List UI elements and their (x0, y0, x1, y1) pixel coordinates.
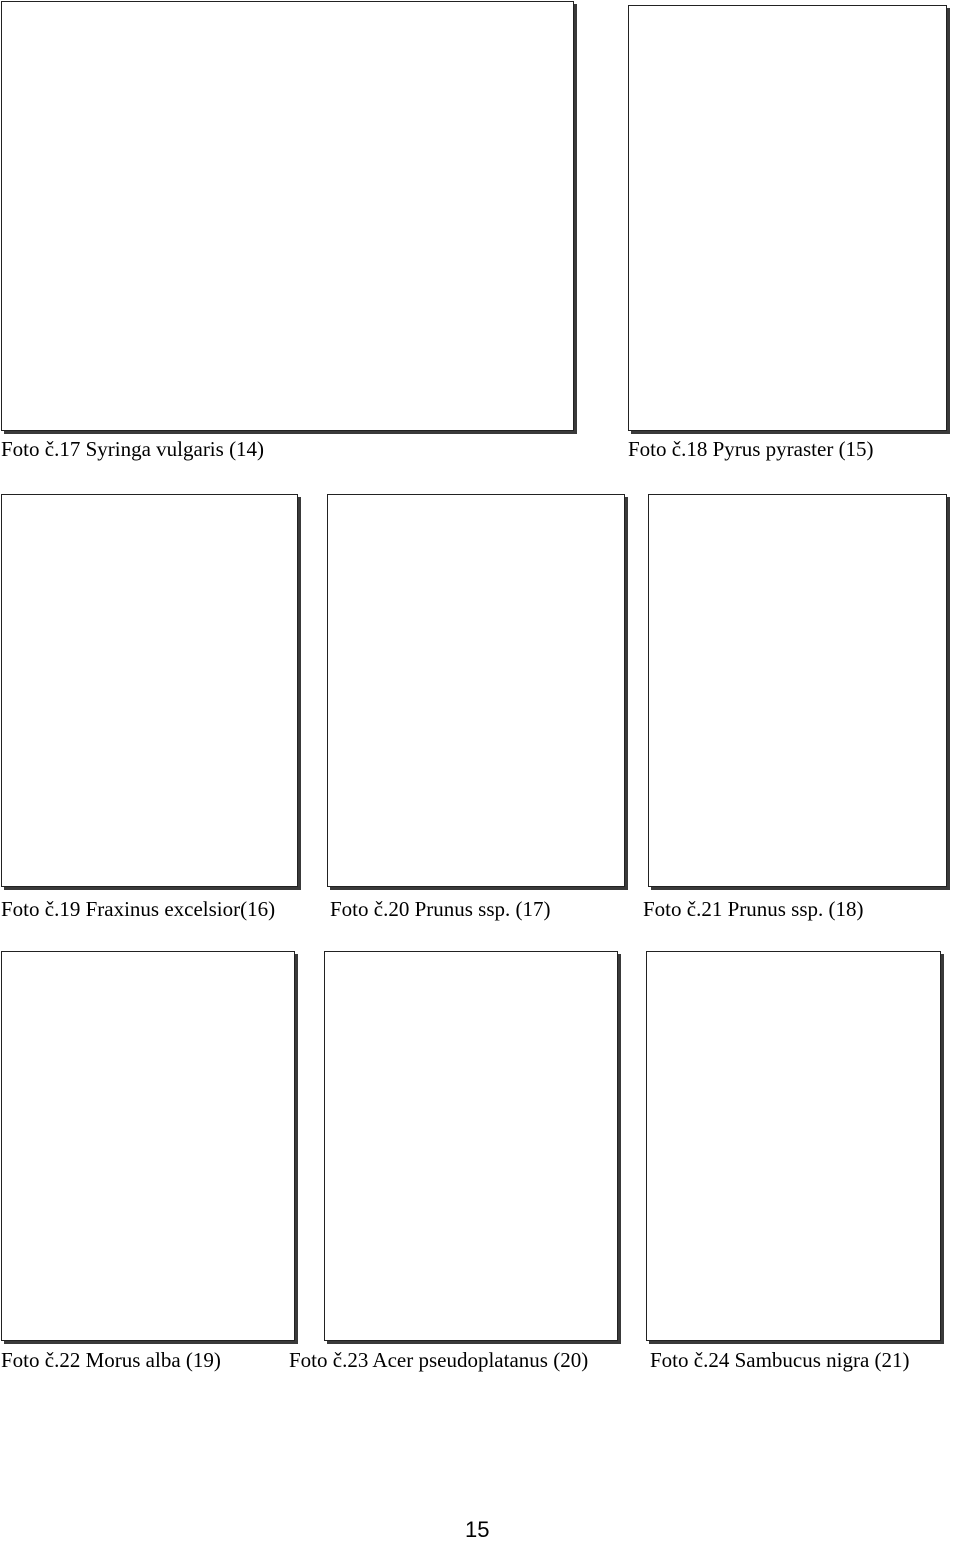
photo-frame-24 (646, 951, 941, 1341)
photo-caption-19: Foto č.19 Fraxinus excelsior(16) (1, 897, 276, 921)
photo-caption-23: Foto č.23 Acer pseudoplatanus (20) (289, 1348, 589, 1372)
photo-caption-18: Foto č.18 Pyrus pyraster (15) (628, 437, 874, 461)
photo-frame-21 (648, 494, 947, 887)
photo-caption-22: Foto č.22 Morus alba (19) (1, 1348, 221, 1372)
photo-frame-17 (1, 1, 574, 431)
photo-caption-20: Foto č.20 Prunus ssp. (17) (330, 897, 551, 921)
photo-caption-24: Foto č.24 Sambucus nigra (21) (650, 1348, 910, 1372)
photo-caption-21: Foto č.21 Prunus ssp. (18) (643, 897, 864, 921)
photo-caption-17: Foto č.17 Syringa vulgaris (14) (1, 437, 265, 461)
photo-frame-23 (324, 951, 618, 1341)
photo-frame-19 (1, 494, 298, 887)
page-number: 15 (465, 1517, 490, 1542)
photo-frame-18 (628, 5, 947, 431)
photo-frame-20 (327, 494, 625, 887)
photo-frame-22 (1, 951, 295, 1341)
